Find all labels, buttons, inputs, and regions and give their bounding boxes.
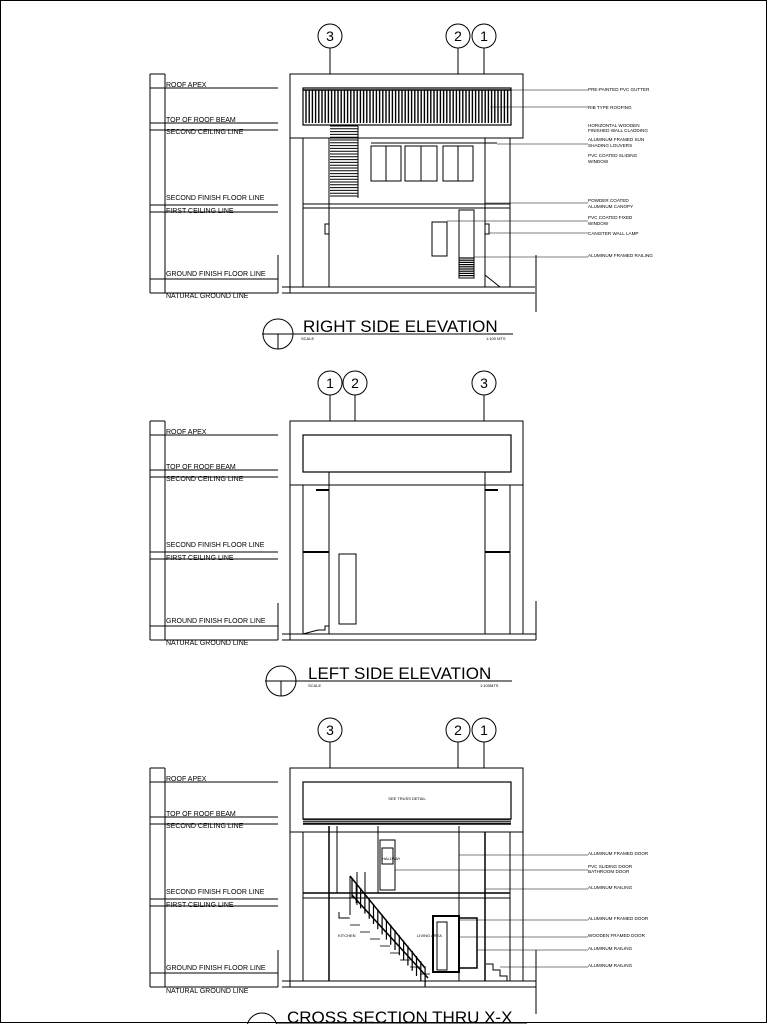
cross-section [150,718,649,1024]
grid-bubbles [318,24,496,74]
scale-value: 1:100 MTS [486,336,506,341]
room-label-hallway: HALLWAY [382,856,401,861]
level-second-finish-floor-line: SECOND FINISH FLOOR LINE [166,195,265,202]
material-notes [588,851,649,968]
grid-label: 1 [326,375,334,391]
note-sliding-door: BATHROOM DOOR [588,869,630,874]
level-second-ceiling-line: SECOND CEILING LINE [166,476,244,483]
level-bracket [150,421,278,640]
note-fixed-window: PVC COATED FIXED [588,215,633,220]
level-labels [166,776,266,995]
note-aluminum-door: ALUMINUM FRAMED DOOR [588,851,649,856]
note-wooden-door: WOODEN FRAMED DOOR [588,933,645,938]
grid-label: 3 [326,28,334,44]
note-canopy: ALUMINUM CANOPY [588,204,634,209]
level-second-finish-floor-line: SECOND FINISH FLOOR LINE [166,889,265,896]
material-notes [588,87,653,258]
grid-label: 1 [480,28,488,44]
room-labels [338,796,442,938]
level-top-of-roof-beam: TOP OF ROOF BEAM [166,811,236,818]
view-title [247,1008,527,1024]
note-fixed-window: WINDOW [588,221,609,226]
level-natural-ground-line: NATURAL GROUND LINE [166,293,249,300]
note-railing: ALUMINUM RAILING [588,963,633,968]
level-first-ceiling-line: FIRST CEILING LINE [166,208,234,215]
view-title-text: LEFT SIDE ELEVATION [308,664,492,683]
scale-label: SCALE [308,683,322,688]
level-second-finish-floor-line: SECOND FINISH FLOOR LINE [166,542,265,549]
note-window: PVC COATED SLIDING [588,153,638,158]
railing-hatch [459,258,474,276]
building-section [278,768,536,1014]
level-natural-ground-line: NATURAL GROUND LINE [166,640,249,647]
grid-bubbles [318,718,496,768]
room-label-living: LIVING AREA [417,933,442,938]
scale-value: 1:100MTS [480,683,499,688]
level-second-ceiling-line: SECOND CEILING LINE [166,129,244,136]
note-cladding: HORIZONTAL WOODEN [588,123,640,128]
note-canopy: POWDER COATED [588,198,629,203]
level-natural-ground-line: NATURAL GROUND LINE [166,988,249,995]
level-first-ceiling-line: FIRST CEILING LINE [166,902,234,909]
grid-label: 2 [351,375,359,391]
railing [459,210,474,278]
grid-label: 3 [480,375,488,391]
wall-cladding-hatch [330,126,358,198]
level-ground-finish-floor-line: GROUND FINISH FLOOR LINE [166,965,266,972]
level-bracket [150,74,278,293]
note-railing: ALUMINUM FRAMED RAILING [588,253,653,258]
note-louvers: ALUMINUM FRAMED SUN [588,137,645,142]
material-leaders [447,90,588,257]
note-wall-lamp: CANISTER WALL LAMP [588,231,639,236]
view-title-text: RIGHT SIDE ELEVATION [303,317,498,336]
grid-label: 3 [326,722,334,738]
right-side-elevation [150,24,653,349]
scale-label: SCALE [301,336,315,341]
note-gutter: PRE-PAINTED PVC GUTTER [588,87,650,92]
level-ground-finish-floor-line: GROUND FINISH FLOOR LINE [166,271,266,278]
level-roof-apex: ROOF APEX [166,776,207,783]
level-labels [166,429,266,647]
room-label-kitchen: KITCHEN [338,933,356,938]
level-second-ceiling-line: SECOND CEILING LINE [166,823,244,830]
note-window: WINDOW [588,159,609,164]
note-roofing: RIB TYPE ROOFING [588,105,632,110]
level-labels [166,82,266,300]
level-bracket [150,768,278,987]
grid-label: 1 [480,722,488,738]
truss-hatch [303,820,511,823]
truss-note: SEE TRUSS DETAIL [388,796,426,801]
note-cladding: FINISHED WALL CLADDING [588,128,648,133]
grid-bubbles [318,371,496,421]
level-ground-finish-floor-line: GROUND FINISH FLOOR LINE [166,618,266,625]
level-top-of-roof-beam: TOP OF ROOF BEAM [166,464,236,471]
roofing-hatch [303,90,511,123]
view-title [262,317,513,349]
level-roof-apex: ROOF APEX [166,82,207,89]
material-leaders [395,855,588,967]
note-railing: ALUMINUM RAILING [588,885,633,890]
level-roof-apex: ROOF APEX [166,429,207,436]
note-aluminum-door: ALUMINUM FRAMED DOOR [588,916,649,921]
window [339,554,356,624]
note-sliding-door: PVC SLIDING DOOR [588,864,633,869]
building-elevation [278,421,536,640]
sheet-border [1,1,767,1023]
view-title-text: CROSS SECTION THRU X-X [287,1008,513,1024]
note-railing: ALUMINUM RAILING [588,946,633,951]
left-side-elevation [150,371,536,696]
note-louvers: SHADING LOUVERS [588,143,633,148]
level-top-of-roof-beam: TOP OF ROOF BEAM [166,117,236,124]
fixed-window [432,222,447,256]
grid-label: 2 [454,28,462,44]
level-first-ceiling-line: FIRST CEILING LINE [166,555,234,562]
grid-label: 2 [454,722,462,738]
view-title [265,664,512,696]
